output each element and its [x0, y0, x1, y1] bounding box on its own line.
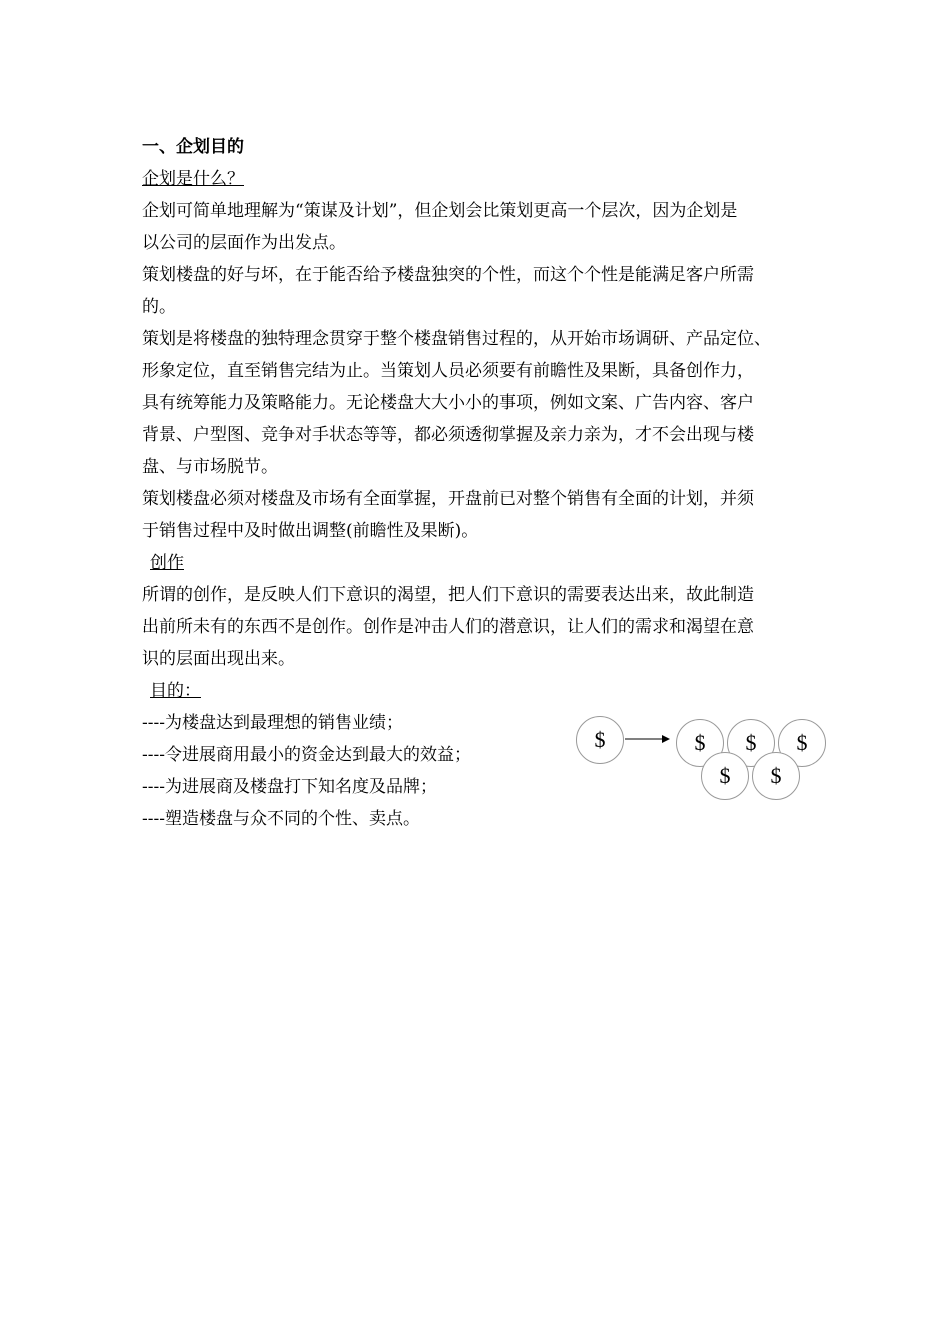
result-coin-icon: $ [727, 719, 775, 767]
paragraph-line: 盘、与市场脱节。 [142, 457, 278, 477]
paragraph-line: 策划是将楼盘的独特理念贯穿于整个楼盘销售过程的，从开始市场调研、产品定位、 [142, 329, 771, 349]
purpose-item: ----塑造楼盘与众不同的个性、卖点。 [142, 809, 420, 829]
creation-paragraph-line: 识的层面出现出来。 [142, 649, 295, 669]
purpose-item: ----令进展商用最小的资金达到最大的效益； [142, 745, 471, 765]
result-coin-icon: $ [676, 719, 724, 767]
money-growth-diagram [570, 712, 840, 807]
purpose-item: ----为进展商及楼盘打下知名度及品牌； [142, 777, 437, 797]
paragraph-line: 形象定位，直至销售完结为止。当策划人员必须要有前瞻性及果断，具备创作力， [142, 361, 754, 381]
result-coin-icon: $ [701, 752, 749, 800]
paragraph-line: 的。 [142, 297, 176, 317]
creation-paragraph-line: 出前所未有的东西不是创作。创作是冲击人们的潜意识，让人们的需求和渴望在意 [142, 617, 754, 637]
paragraph-line: 于销售过程中及时做出调整(前瞻性及果断)。 [142, 521, 479, 541]
paragraph-line: 以公司的层面作为出发点。 [142, 233, 346, 253]
subheading-creation: 创作 [150, 553, 184, 573]
source-coin-icon: $ [576, 716, 624, 764]
creation-paragraph-line: 所谓的创作，是反映人们下意识的渴望，把人们下意识的需要表达出来，故此制造 [142, 585, 754, 605]
result-coin-icon: $ [752, 752, 800, 800]
subheading-purpose: 目的： [150, 681, 201, 701]
subheading-what-is-planning: 企划是什么？ [142, 169, 244, 189]
paragraph-line: 策划楼盘必须对楼盘及市场有全面掌握，开盘前已对整个销售有全面的计划，并须 [142, 489, 754, 509]
paragraph-line: 背景、户型图、竞争对手状态等等，都必须透彻掌握及亲力亲为，才不会出现与楼 [142, 425, 754, 445]
result-coin-icon: $ [778, 719, 826, 767]
paragraph-line: 具有统筹能力及策略能力。无论楼盘大大小小的事项，例如文案、广告内容、客户 [142, 393, 754, 413]
section-heading: 一、企划目的 [142, 137, 244, 157]
paragraph-line: 企划可简单地理解为“策谋及计划”，但企划会比策划更高一个层次，因为企划是 [142, 201, 738, 221]
paragraph-line: 策划楼盘的好与坏，在于能否给予楼盘独突的个性，而这个个性是能满足客户所需 [142, 265, 754, 285]
purpose-item: ----为楼盘达到最理想的销售业绩； [142, 713, 403, 733]
